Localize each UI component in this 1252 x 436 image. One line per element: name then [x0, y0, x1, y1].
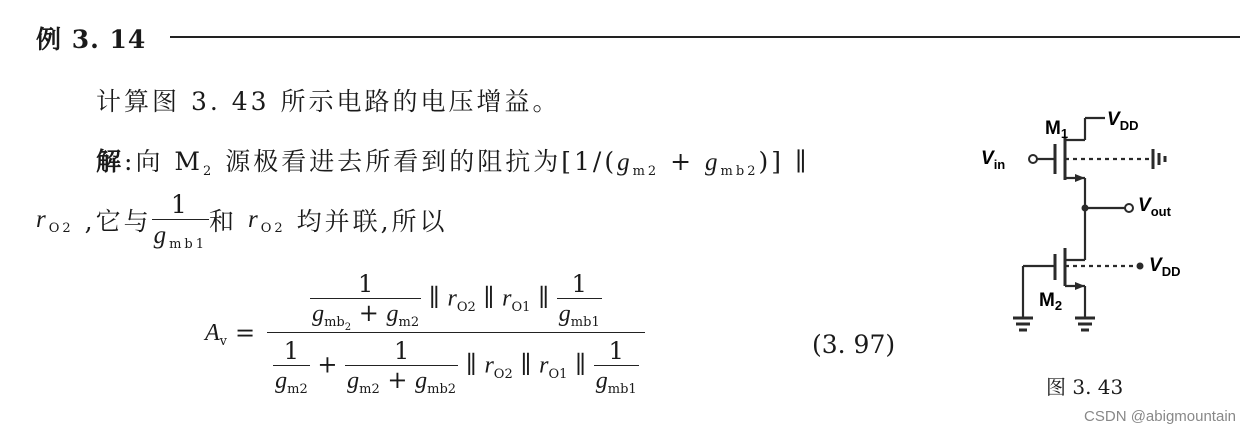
- svg-text:Vin: $V_{in}$: [981, 148, 1006, 172]
- vout-terminal: [1125, 204, 1133, 212]
- svg-text:Vout: $V_{out}$: [1138, 195, 1171, 219]
- main-fraction: [267, 270, 645, 395]
- example-title: 例 3. 14: [36, 25, 147, 54]
- solution-label: 解: [96, 147, 125, 176]
- m2-source-arrow: [1075, 282, 1085, 290]
- vin-terminal: [1029, 155, 1037, 163]
- svg-text:M1: $M_1$: [1045, 118, 1069, 141]
- svg-text:VDD: $V_{DD}$: [1149, 255, 1181, 279]
- circuit-diagram: [975, 98, 1205, 348]
- solution-line-1: 解:向 $M_2$ 源极看进去所看到的阻抗为$[1/(g_{m2} + g_{mb2})]$ ∥: [96, 147, 810, 179]
- watermark: CSDN @abigmountain: [1084, 408, 1236, 425]
- main-denominator: $\frac{1}{g_{m2}}$ + $\frac{1}{g_{m2} + g_{mb2}}$ ∥ $r_{O2}$ ∥ $r_{O1}$ ∥ $\frac{1}{g_{mb1}}$: [275, 337, 637, 397]
- figure-caption: 图 3. 43: [1046, 375, 1124, 399]
- problem-text: 计算图 3. 43 所示电路的电压增益。: [96, 87, 561, 116]
- svg-text:VDD: $V_{DD}$: [1107, 109, 1139, 133]
- equation-number: (3. 97): [812, 330, 896, 359]
- header-rule: [170, 36, 1240, 38]
- solution-line-2: $r_{O2}$ ,它与 $\frac{1}{g_{mb1}}$ 和 $r_{O2}$ 均并联,所以: [36, 190, 448, 252]
- output-node-dot: [1082, 205, 1089, 212]
- voltage-gain-equation: $A_v$ = $\frac{1}{g_{mb2} + g_{m2}}$ ∥ $r_{O2}$ ∥ $r_{O1}$ ∥ $\frac{1}{g_{mb1}}$ $\frac{1}{g_{m2}}$ + $\frac{1}{g_{m2} + g_{mb2}}$ ∥ $r_{O2}$ ∥ $r_{O1}$ ∥ $\frac{1}{g_{mb1}}$: [205, 270, 645, 395]
- main-numerator: $\frac{1}{g_{mb2} + g_{m2}}$ ∥ $r_{O2}$ ∥ $r_{O1}$ ∥ $\frac{1}{g_{mb1}}$: [267, 270, 645, 333]
- vdd-bulk-dot: [1137, 263, 1144, 270]
- fraction-1-gmb1: $\frac{1}{g_{mb1}}$: [153, 190, 207, 252]
- m1-source-arrow: [1075, 174, 1085, 182]
- svg-text:M2: $M_2$: [1039, 290, 1063, 313]
